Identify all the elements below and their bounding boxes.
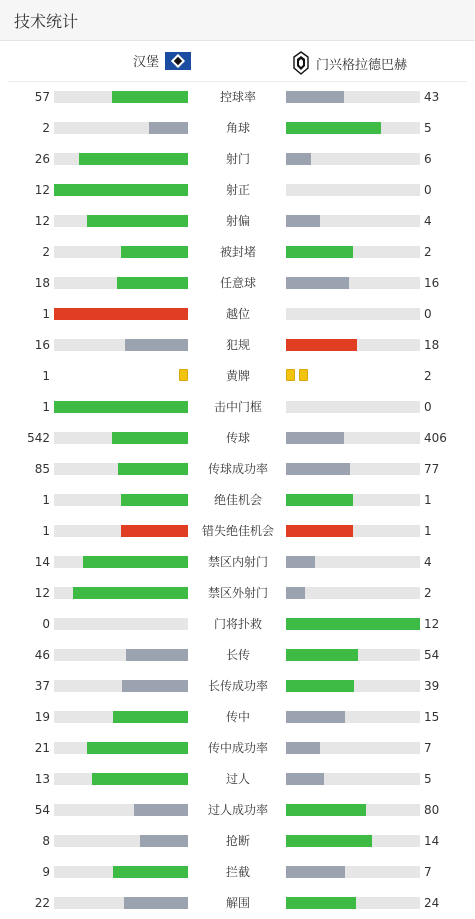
stat-label: 犯规: [225, 338, 250, 352]
away-bar-fill: [286, 804, 366, 816]
away-bar-fill: [286, 339, 357, 351]
home-team-name: 汉堡: [132, 55, 159, 70]
away-bar-fill: [286, 91, 344, 103]
home-bar-fill: [112, 432, 188, 444]
home-value: 8: [42, 834, 50, 848]
home-bar-fill: [118, 463, 188, 475]
stat-label: 传球: [225, 431, 250, 445]
stat-label: 长传成功率: [207, 679, 268, 693]
home-value: 46: [34, 648, 50, 662]
home-value: 2: [42, 121, 50, 135]
stat-label: 射门: [225, 152, 250, 166]
stat-row: [0, 707, 475, 727]
home-bar-fill: [87, 215, 188, 227]
home-bar: [54, 587, 188, 599]
away-value: 15: [424, 710, 440, 724]
away-bar-fill: [286, 277, 349, 289]
stat-row: [0, 676, 475, 696]
home-value: 12: [34, 183, 50, 197]
away-bar-fill: [286, 432, 344, 444]
away-bar: [286, 773, 420, 785]
stat-row: [0, 180, 475, 200]
stat-row: [0, 428, 475, 448]
home-value: 26: [34, 152, 50, 166]
home-bar-fill: [87, 742, 188, 754]
home-value: 13: [34, 772, 50, 786]
home-value: 0: [42, 617, 50, 631]
stat-label: 门将扑救: [213, 617, 262, 631]
home-value: 57: [34, 90, 50, 104]
home-value: 2: [42, 245, 50, 259]
stat-label: 传中成功率: [207, 741, 268, 755]
stat-row: [0, 335, 475, 355]
page-title: 技术统计: [14, 12, 79, 31]
stat-row: [0, 149, 475, 169]
home-bar-fill: [140, 835, 188, 847]
away-yellow-cards: [286, 369, 308, 383]
home-bar: [54, 153, 188, 165]
away-bar-fill: [286, 649, 358, 661]
home-bar: [54, 401, 188, 413]
home-bar: [54, 649, 188, 661]
away-value: 43: [424, 90, 440, 104]
away-bar: [286, 711, 420, 723]
stat-row: [0, 211, 475, 231]
away-value: 2: [424, 245, 432, 259]
stat-row: [0, 366, 475, 386]
away-bar: [286, 215, 420, 227]
away-team-name: 门兴格拉德巴赫: [316, 57, 408, 73]
home-bar-fill: [92, 773, 188, 785]
stat-label: 击中门框: [213, 400, 262, 414]
away-bar-fill: [286, 215, 320, 227]
stat-label: 控球率: [219, 90, 256, 104]
hsv-logo-icon: [165, 52, 191, 70]
away-bar-fill: [286, 897, 356, 909]
away-bar: [286, 866, 420, 878]
away-bar: [286, 804, 420, 816]
stat-row: [0, 738, 475, 758]
home-bar-fill: [121, 246, 188, 258]
away-bar-fill: [286, 835, 372, 847]
home-value: 1: [42, 400, 50, 414]
away-bar: [286, 91, 420, 103]
yellow-card-icon: [286, 369, 295, 381]
stat-row: [0, 862, 475, 882]
home-bar-fill: [79, 153, 188, 165]
home-bar: [54, 215, 188, 227]
stat-label: 过人成功率: [207, 803, 268, 817]
home-yellow-cards: [179, 369, 188, 383]
away-value: 16: [424, 276, 440, 290]
home-value: 12: [34, 586, 50, 600]
away-bar: [286, 277, 420, 289]
away-value: 80: [424, 803, 440, 817]
away-value: 1: [424, 493, 432, 507]
home-bar: [54, 742, 188, 754]
home-bar-fill: [122, 680, 188, 692]
stat-label: 解围: [225, 896, 250, 910]
stat-label: 错失绝佳机会: [201, 524, 274, 538]
away-value: 2: [424, 369, 432, 383]
home-bar-fill: [121, 525, 188, 537]
away-value: 7: [424, 741, 432, 755]
yellow-card-icon: [179, 369, 188, 381]
home-bar-fill: [117, 277, 188, 289]
away-value: 0: [424, 400, 432, 414]
away-value: 18: [424, 338, 440, 352]
away-value: 12: [424, 617, 440, 631]
away-bar-fill: [286, 587, 305, 599]
stat-label: 射正: [225, 183, 250, 197]
away-value: 1: [424, 524, 432, 538]
away-team[interactable]: [292, 51, 407, 75]
stat-row: [0, 769, 475, 789]
home-bar: [54, 556, 188, 568]
home-bar-fill: [73, 587, 188, 599]
away-value: 4: [424, 555, 432, 569]
stat-row: [0, 242, 475, 262]
away-bar-fill: [286, 153, 311, 165]
home-bar-fill: [149, 122, 188, 134]
home-bar-fill: [125, 339, 188, 351]
home-value: 18: [34, 276, 50, 290]
home-value: 14: [34, 555, 50, 569]
stat-row: [0, 583, 475, 603]
stat-label: 传中: [225, 710, 250, 724]
stat-row: [0, 273, 475, 293]
home-value: 19: [34, 710, 50, 724]
stat-label: 任意球: [219, 276, 256, 290]
home-bar: [54, 525, 188, 537]
away-bar-fill: [286, 494, 353, 506]
home-bar-fill: [54, 184, 188, 196]
away-bar: [286, 184, 420, 196]
home-value: 1: [42, 307, 50, 321]
away-bar: [286, 742, 420, 754]
stat-row: [0, 552, 475, 572]
away-bar-fill: [286, 773, 324, 785]
home-bar: [54, 680, 188, 692]
away-bar-fill: [286, 525, 353, 537]
away-bar-fill: [286, 556, 315, 568]
home-bar: [54, 897, 188, 909]
stat-label: 传球成功率: [207, 462, 268, 476]
away-bar-fill: [286, 246, 353, 258]
home-bar: [54, 866, 188, 878]
stat-row: [0, 645, 475, 665]
stat-row: [0, 118, 475, 138]
away-value: 2: [424, 586, 432, 600]
stat-row: [0, 521, 475, 541]
home-bar: [54, 432, 188, 444]
away-value: 6: [424, 152, 432, 166]
home-bar: [54, 618, 188, 630]
away-bar: [286, 494, 420, 506]
away-bar: [286, 308, 420, 320]
stat-row: [0, 87, 475, 107]
home-bar: [54, 463, 188, 475]
away-value: 5: [424, 121, 432, 135]
home-value: 21: [34, 741, 50, 755]
home-value: 12: [34, 214, 50, 228]
away-bar: [286, 525, 420, 537]
away-bar: [286, 432, 420, 444]
home-bar-fill: [113, 866, 188, 878]
stat-label: 绝佳机会: [213, 493, 262, 507]
away-bar-fill: [286, 742, 320, 754]
stat-label: 射偏: [225, 214, 250, 228]
home-bar: [54, 339, 188, 351]
home-value: 22: [34, 896, 50, 910]
home-value: 542: [27, 431, 50, 445]
away-bar: [286, 246, 420, 258]
yellow-card-icon: [299, 369, 308, 381]
home-bar-fill: [134, 804, 188, 816]
stat-label: 拦截: [225, 865, 250, 879]
home-bar: [54, 122, 188, 134]
home-bar: [54, 711, 188, 723]
stat-label: 长传: [225, 648, 250, 662]
away-value: 39: [424, 679, 440, 693]
stat-row: [0, 831, 475, 851]
home-value: 9: [42, 865, 50, 879]
away-bar-fill: [286, 711, 345, 723]
home-bar-fill: [83, 556, 188, 568]
away-bar-fill: [286, 618, 420, 630]
away-bar-fill: [286, 122, 381, 134]
away-bar: [286, 835, 420, 847]
away-bar: [286, 680, 420, 692]
away-bar-fill: [286, 866, 345, 878]
home-value: 16: [34, 338, 50, 352]
away-bar: [286, 649, 420, 661]
away-bar: [286, 463, 420, 475]
away-value: 14: [424, 834, 440, 848]
stats-header: [0, 0, 475, 41]
home-bar-fill: [126, 649, 188, 661]
away-bar: [286, 401, 420, 413]
home-value: 37: [34, 679, 50, 693]
stat-label: 角球: [225, 121, 250, 135]
away-value: 7: [424, 865, 432, 879]
teams-bar: [8, 41, 467, 82]
stat-row: [0, 304, 475, 324]
away-value: 0: [424, 183, 432, 197]
home-bar-fill: [124, 897, 188, 909]
away-value: 54: [424, 648, 440, 662]
home-bar: [54, 277, 188, 289]
home-bar-fill: [112, 91, 188, 103]
away-bar: [286, 153, 420, 165]
stat-row: [0, 800, 475, 820]
stat-label: 黄牌: [225, 369, 250, 383]
away-value: 406: [424, 431, 447, 445]
home-bar: [54, 184, 188, 196]
home-bar: [54, 91, 188, 103]
away-value: 24: [424, 896, 440, 910]
away-value: 4: [424, 214, 432, 228]
away-bar: [286, 122, 420, 134]
home-team[interactable]: [133, 51, 191, 70]
stat-label: 被封堵: [219, 245, 256, 259]
home-bar-fill: [54, 401, 188, 413]
stat-label: 越位: [225, 307, 250, 321]
away-bar: [286, 587, 420, 599]
home-bar-fill: [121, 494, 188, 506]
home-value: 1: [42, 493, 50, 507]
stat-label: 抢断: [225, 834, 250, 848]
home-value: 85: [34, 462, 50, 476]
home-value: 1: [42, 524, 50, 538]
home-bar: [54, 246, 188, 258]
away-bar: [286, 897, 420, 909]
away-bar: [286, 339, 420, 351]
away-value: 0: [424, 307, 432, 321]
home-value: 1: [42, 369, 50, 383]
stat-row: [0, 614, 475, 634]
home-bar: [54, 835, 188, 847]
home-bar: [54, 773, 188, 785]
stat-label: 过人: [225, 772, 250, 786]
away-value: 77: [424, 462, 440, 476]
stat-label: 禁区内射门: [207, 555, 268, 569]
bmg-logo-icon: [292, 51, 310, 75]
stat-row: [0, 397, 475, 417]
stat-row: [0, 490, 475, 510]
home-bar-fill: [113, 711, 188, 723]
away-bar-fill: [286, 680, 354, 692]
home-bar: [54, 494, 188, 506]
stat-label: 禁区外射门: [207, 586, 268, 600]
home-bar: [54, 804, 188, 816]
home-bar: [54, 308, 188, 320]
away-bar: [286, 618, 420, 630]
home-value: 54: [34, 803, 50, 817]
away-bar-fill: [286, 463, 350, 475]
stat-row: [0, 459, 475, 479]
away-bar: [286, 556, 420, 568]
stat-row: [0, 893, 475, 913]
away-value: 5: [424, 772, 432, 786]
home-bar-fill: [54, 308, 188, 320]
